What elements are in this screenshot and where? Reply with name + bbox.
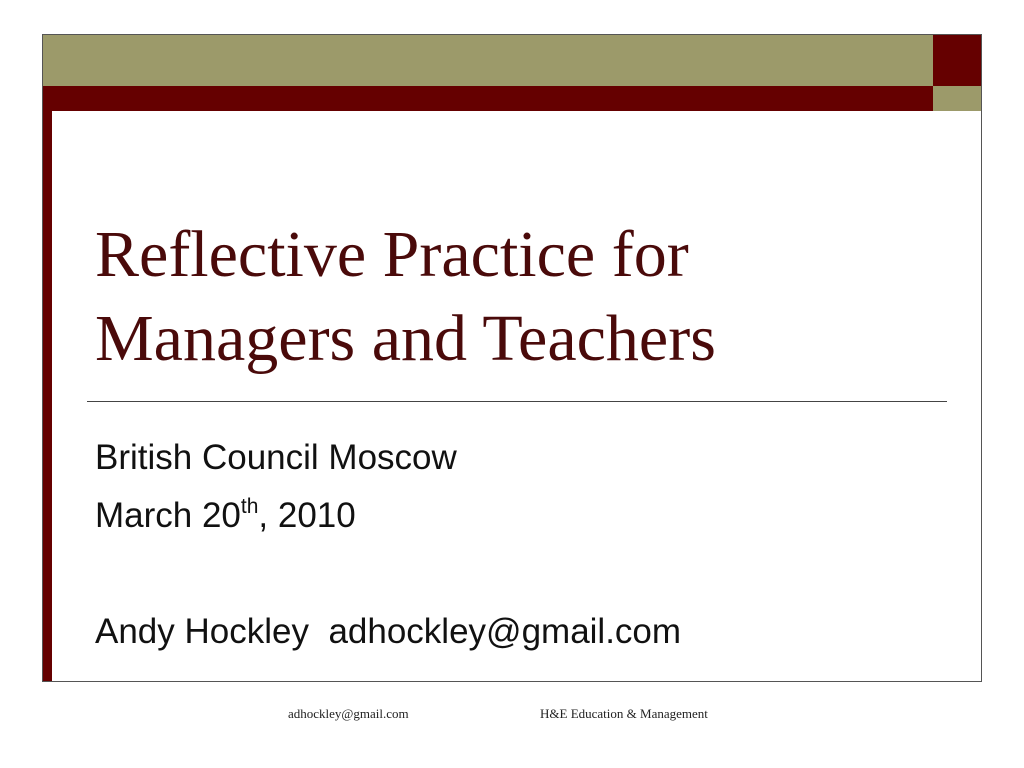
title-divider — [87, 401, 947, 402]
date-ordinal: th — [240, 495, 259, 518]
author-name: Andy Hockley — [95, 612, 309, 651]
venue-text: British Council Moscow — [95, 438, 457, 477]
header-corner-olive — [933, 86, 981, 111]
slide-footer — [0, 706, 1024, 726]
author-email: adhockley@gmail.com — [328, 612, 682, 651]
slide-title — [95, 213, 915, 381]
slide — [42, 34, 982, 682]
left-accent-stripe — [43, 111, 52, 681]
date-suffix: , 2010 — [258, 496, 356, 535]
slide-title-line-2: Managers and Teachers — [95, 302, 716, 375]
header-band-maroon — [43, 86, 933, 111]
slide-subtitle — [95, 429, 915, 661]
slide-title-line-1: Reflective Practice for — [95, 218, 689, 291]
date-prefix: March 20 — [95, 496, 241, 535]
subtitle-spacer — [95, 545, 915, 603]
header-corner-maroon — [933, 35, 981, 86]
header-band-olive — [43, 35, 933, 86]
author-line — [95, 603, 915, 661]
date-text — [95, 487, 915, 545]
footer-email: adhockley@gmail.com — [288, 706, 409, 721]
footer-organization: H&E Education & Management — [540, 706, 708, 721]
